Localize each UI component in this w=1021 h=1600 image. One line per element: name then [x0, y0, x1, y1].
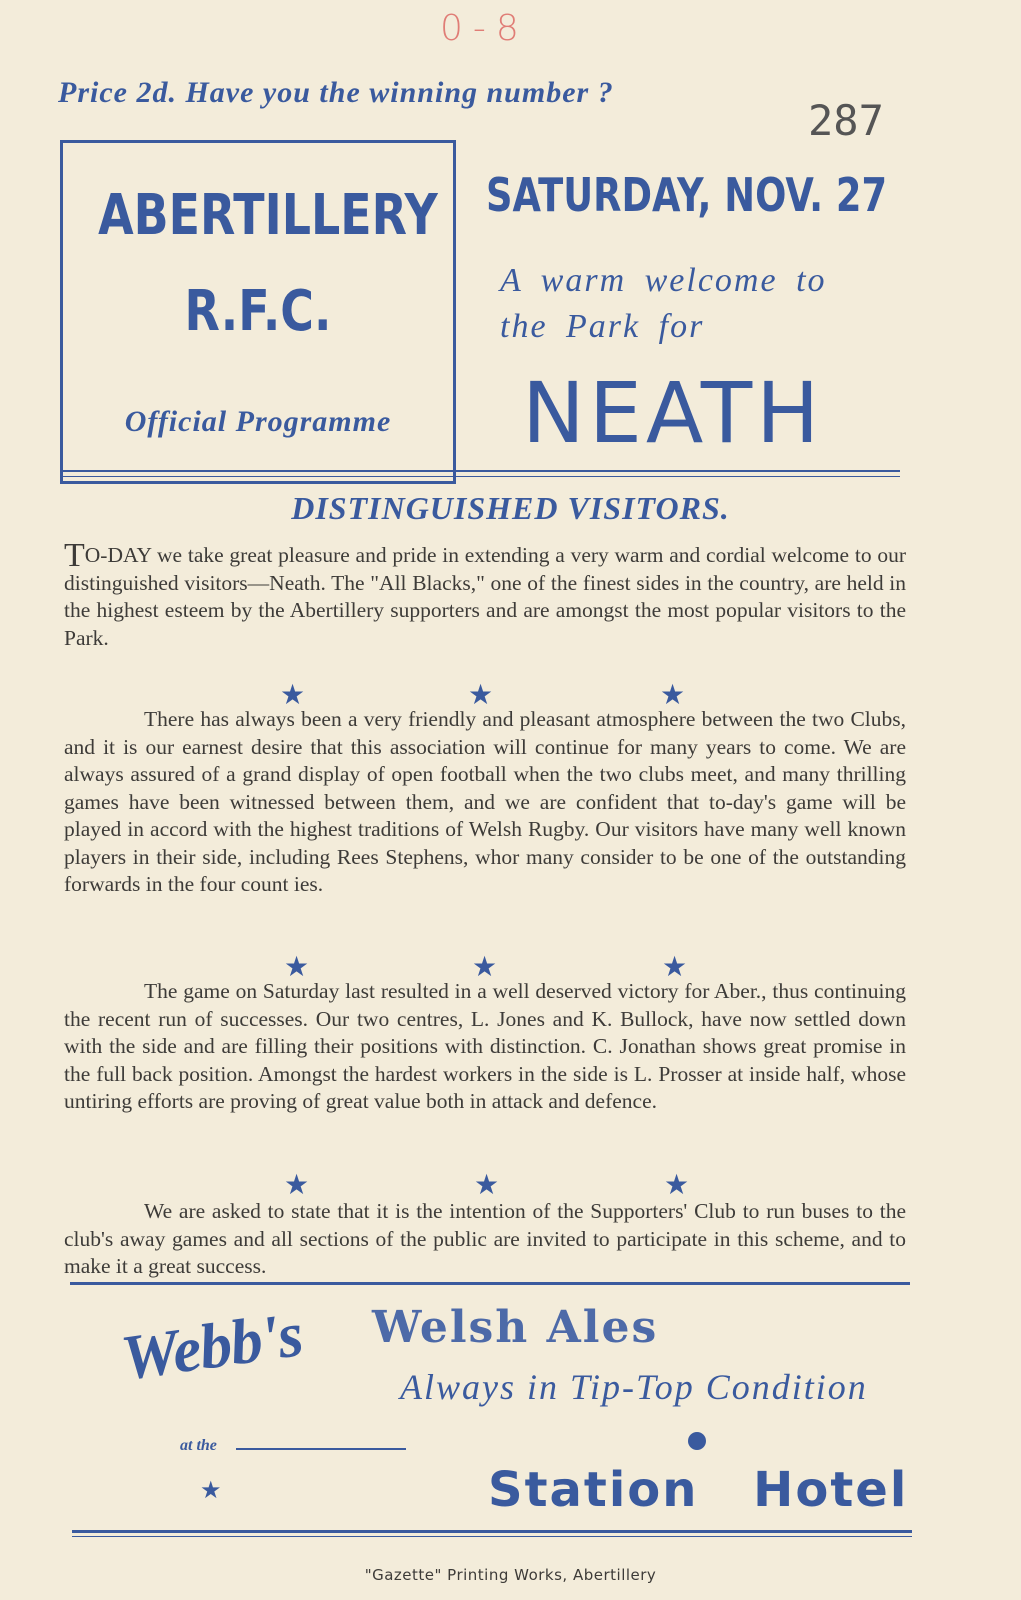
advert-brand: Webb's	[116, 1298, 307, 1394]
star-divider-3	[0, 1170, 1021, 1200]
footer-divider-thin	[72, 1536, 912, 1537]
star-icon: ★	[662, 950, 688, 983]
header-divider-thin	[62, 476, 900, 477]
star-icon: ★	[660, 678, 686, 711]
star-icon: ★	[472, 950, 498, 983]
footer-divider	[72, 1530, 912, 1533]
star-icon: ★	[474, 1168, 500, 1201]
advert-at-the: at the	[180, 1437, 217, 1454]
header-divider	[62, 470, 900, 472]
article-heading: DISTINGUISHED VISITORS.	[291, 490, 730, 526]
handwritten-score-note: 0-8	[440, 8, 529, 49]
article-paragraph-2: There has always been a very friendly and pleasant atmosphere between the two Clubs, and it is our earnest desire that this association will continue for many years to come. We are always assured of a grand display of open football when the two clubs meet, and many thrilling games have been witnessed between them, and we are confident that to-day's game will be played in accord with the highest traditions of Welsh Rugby. Our visitors have many well known players in their side, including Rees Stephens, whor many consider to be one of the outstanding forwards in the four count ies.	[64, 707, 906, 896]
welcome-line-1: A warm welcome to	[500, 262, 827, 299]
advert-title: Welsh Ales	[372, 1302, 659, 1353]
article-paragraph-1	[64, 537, 906, 652]
club-title-box	[60, 140, 456, 484]
paragraph-1-text: O-DAY we take great pleasure and pride in extending a very warm and cordial welcome to our distinguished visitors—Neath. The "All Blacks," one of the finest sides in the country, are held in the highest esteem by the Abertillery supporters and are amongst the most popular visitors to the Park.	[64, 543, 906, 650]
price-line: Price 2d. Have you the winning number ?	[58, 76, 614, 109]
star-icon: ★	[284, 950, 310, 983]
club-name: ABERTILLERY	[98, 183, 438, 248]
programme-subtitle: Official Programme	[124, 405, 392, 438]
serial-number: 287	[808, 96, 884, 145]
advert-star-icon: ★	[200, 1476, 222, 1504]
welcome-text	[500, 258, 890, 350]
star-icon: ★	[280, 678, 306, 711]
opponent-name: NEATH	[522, 364, 824, 462]
article-paragraph-4: We are asked to state that it is the intention of the Supporters' Club to run buses to the club's away games and all sections of the public are invited to participate in this scheme, and to make it a great success.	[64, 1199, 906, 1278]
advert-tagline: Always in Tip-Top Condition	[400, 1367, 868, 1407]
advert-dash-line	[236, 1448, 406, 1450]
article-paragraph-3: The game on Saturday last resulted in a well deserved victory for Aber., thus continuing the recent run of successes. Our two centres, L. Jones and K. Bullock, have now settled down with the side and are filling their positions with distinction. C. Jonathan shows great promise in the full back position. Amongst the hardest workers in the side is L. Prosser at inside half, whose untiring efforts are proving of great value both in attack and defence.	[64, 979, 906, 1113]
star-icon: ★	[468, 678, 494, 711]
club-abbreviation: R.F.C.	[184, 279, 332, 344]
advert-venue: Station Hotel	[488, 1462, 909, 1518]
drop-cap: T	[64, 537, 85, 574]
match-date: SATURDAY, NOV. 27	[486, 168, 888, 222]
advert-dot-ornament	[688, 1432, 706, 1450]
star-icon: ★	[664, 1168, 690, 1201]
welcome-line-2: the Park for	[500, 308, 705, 345]
printer-credit: "Gazette" Printing Works, Abertillery	[364, 1566, 657, 1584]
star-icon: ★	[284, 1168, 310, 1201]
advert-divider	[70, 1282, 910, 1285]
